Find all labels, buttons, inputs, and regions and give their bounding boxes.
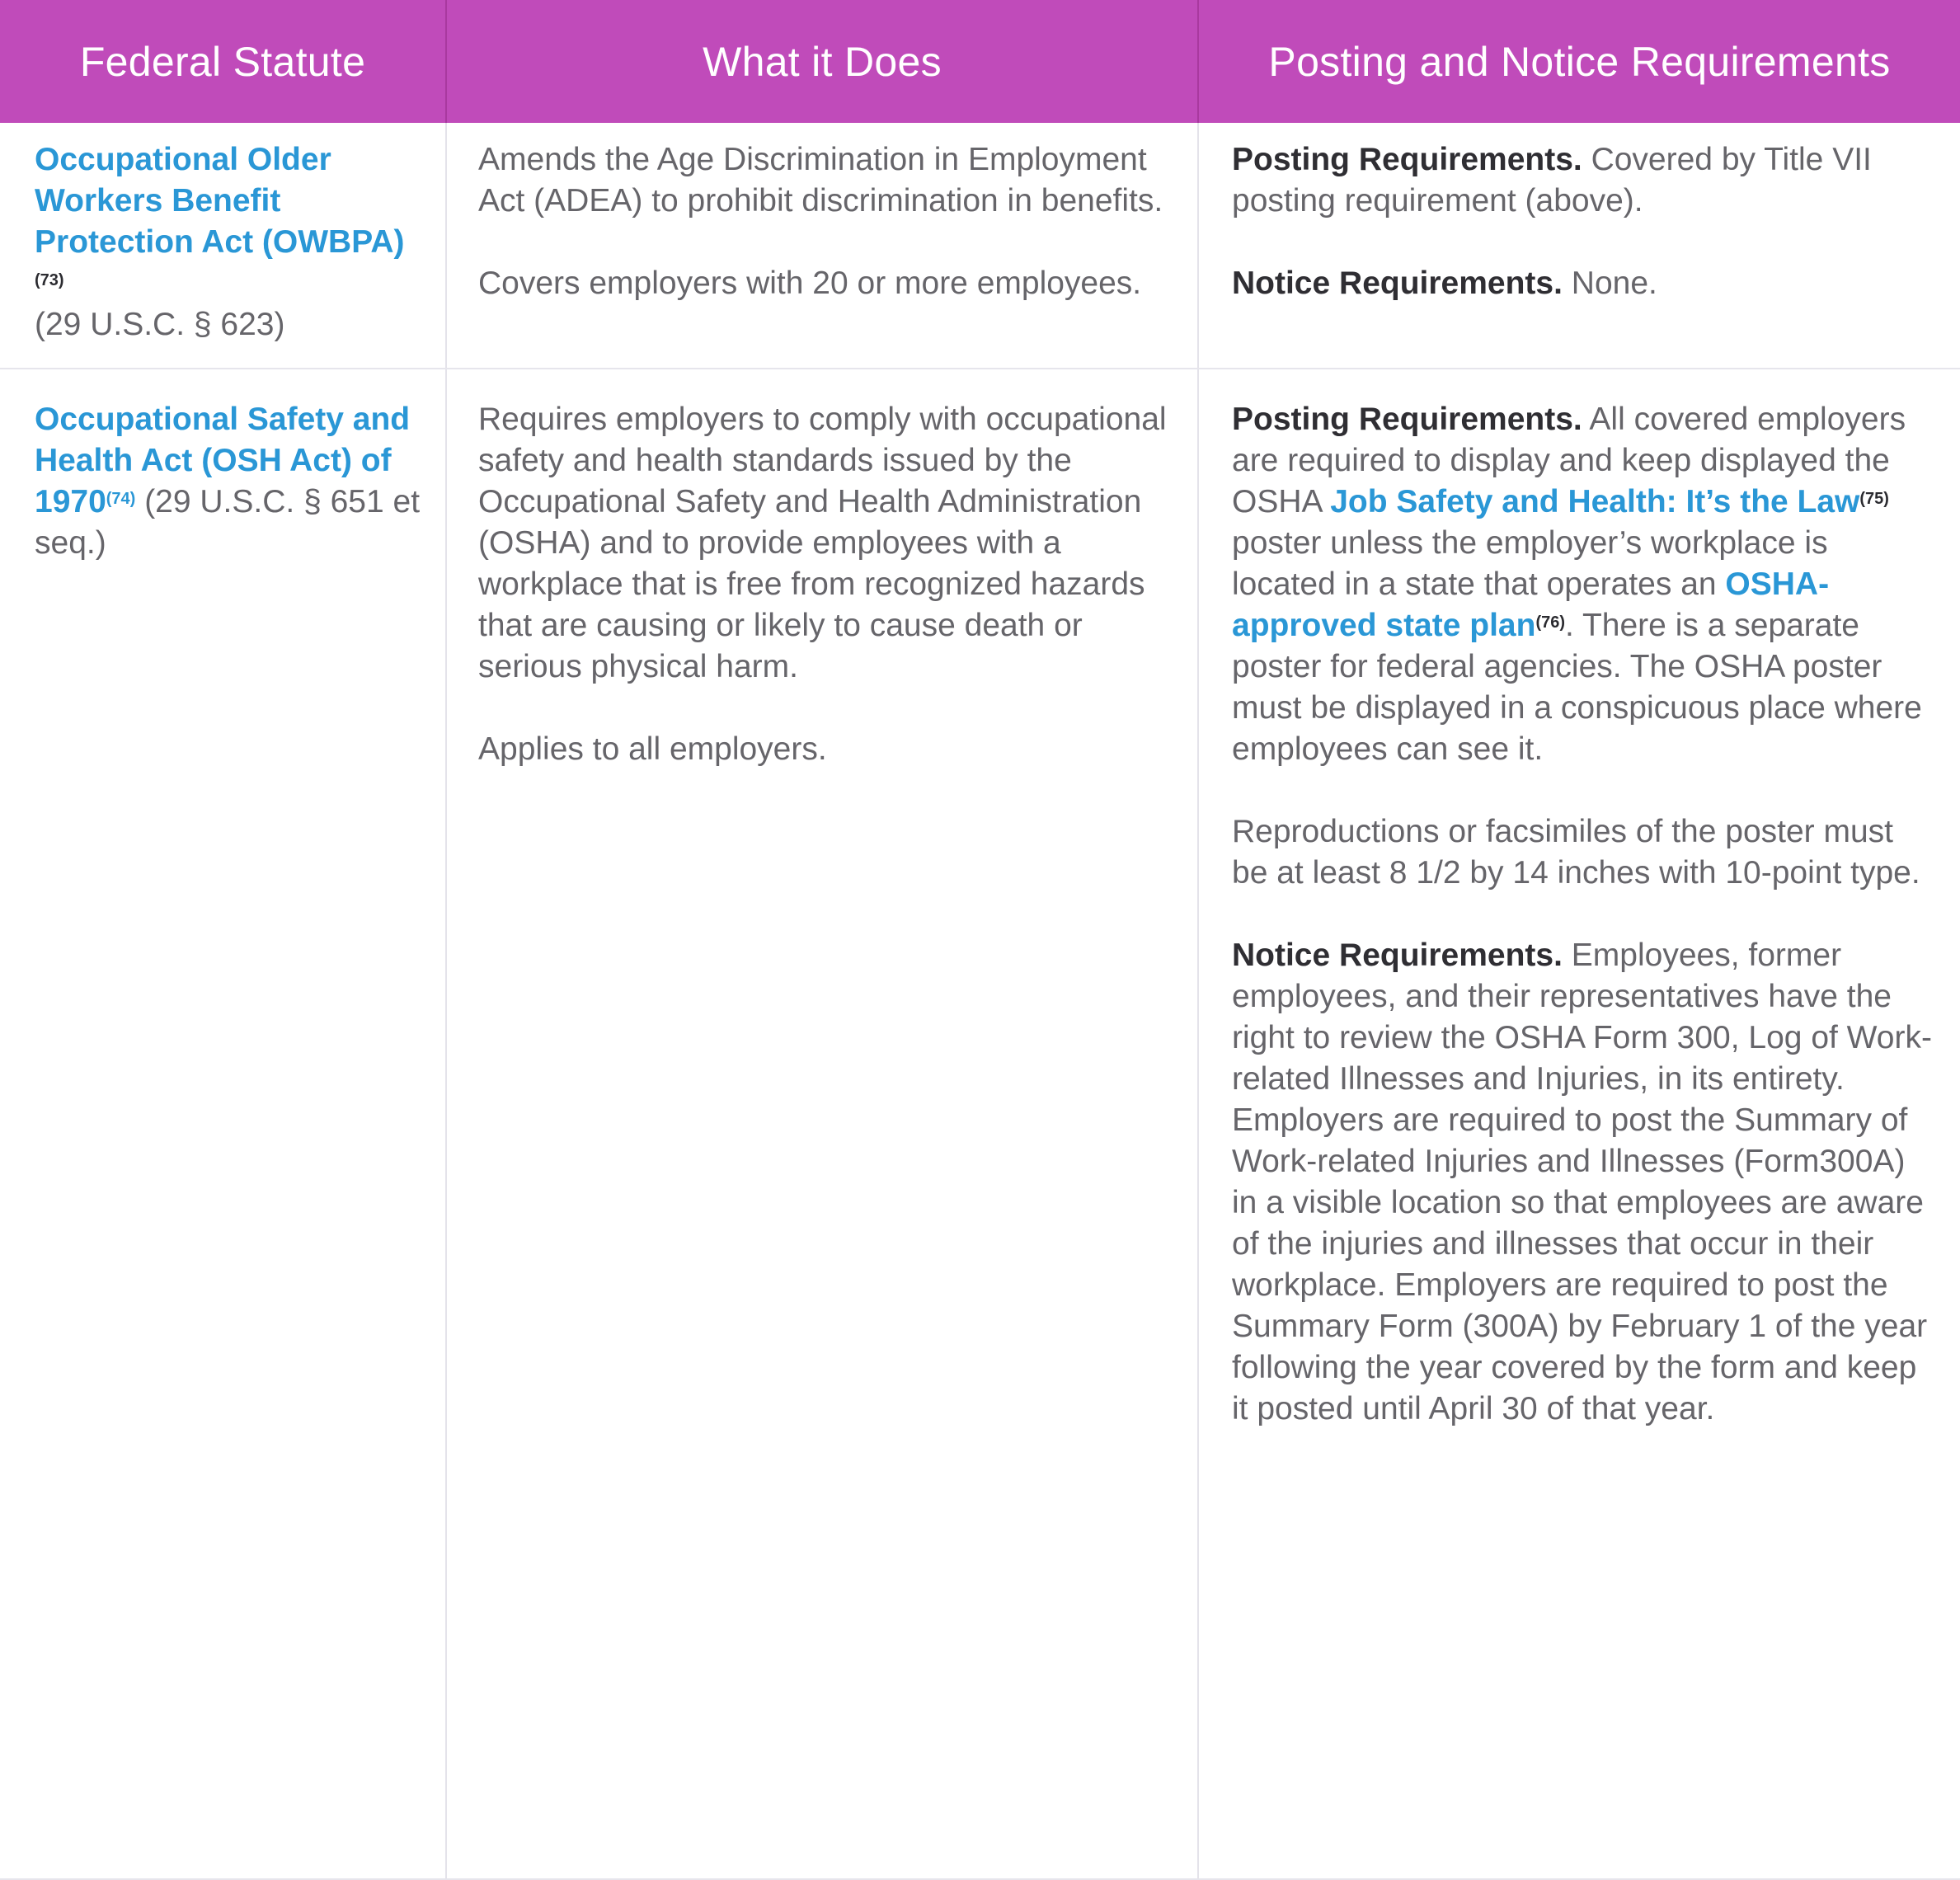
header-what-it-does: [447, 0, 1197, 123]
table-row-owbpa-statute: [35, 139, 422, 345]
statute-link-osh-act[interactable]: Occupational Safety and Health Act (OSH Act) of 1970: [35, 402, 411, 519]
table-row-osha-what: [478, 399, 1179, 770]
posting-requirements-text: Covered by Title VII posting requirement (above).: [1232, 142, 1872, 219]
footnote-ref[interactable]: (74): [106, 490, 136, 508]
posting-requirements-paragraph: [1232, 399, 1933, 770]
posting-requirements-text: poster unless the employer’s workplace is located in a state that operates an: [1232, 525, 1828, 602]
header-what-it-does-label: What it Does: [703, 38, 942, 85]
statute-link-owbpa[interactable]: Occupational Older Workers Benefit Protection Act (OWBPA): [35, 142, 405, 260]
posting-requirements-text: . There is a separate poster for federal agencies. The OSHA poster must be displayed in a conspicuous place where employees can see it.: [1232, 608, 1922, 767]
header-posting-notice: [1199, 0, 1960, 123]
what-it-does-text: Requires employers to comply with occupational safety and health standards issued by the Occupational Safety and Health Administration (OSHA) and to provide employees with a workplace that is free from recognized hazards that are causing or likely to cause death or serious physical harm.: [478, 402, 1167, 684]
table-row-osha-statute: [35, 399, 430, 564]
notice-requirements-paragraph: [1232, 935, 1933, 1430]
job-safety-poster-link[interactable]: Job Safety and Health: It’s the Law: [1330, 484, 1860, 519]
notice-requirements-label: Notice Requirements.: [1232, 938, 1563, 973]
statute-citation: (29 U.S.C. § 651 et seq.): [35, 484, 421, 561]
notice-requirements-text: None.: [1571, 266, 1657, 301]
header-federal-statute-label: Federal Statute: [79, 38, 366, 85]
footnote-ref[interactable]: (75): [1859, 490, 1889, 508]
footnote-ref[interactable]: (76): [1535, 613, 1566, 632]
reproductions-text: Reproductions or facsimiles of the poster must be at least 8 1/2 by 14 inches with 10-point type.: [1232, 814, 1920, 891]
posting-requirements-label: Posting Requirements.: [1232, 142, 1582, 177]
notice-requirements-label: Notice Requirements.: [1232, 266, 1563, 301]
table-header: [0, 0, 1960, 123]
statute-citation: (29 U.S.C. § 623): [35, 307, 285, 342]
footnote-ref[interactable]: (73): [35, 271, 64, 289]
header-posting-notice-label: Posting and Notice Requirements: [1268, 38, 1891, 85]
row-divider: [0, 368, 1960, 369]
table-row-owbpa-what: [478, 139, 1179, 304]
table-row-owbpa-posting: [1232, 139, 1933, 304]
column-divider: [445, 123, 447, 1880]
header-federal-statute: [0, 0, 445, 123]
column-divider: [1197, 123, 1199, 1880]
posting-requirements-label: Posting Requirements.: [1232, 402, 1582, 437]
posting-requirements-text: All covered employers are required to display and keep displayed the OSHA: [1232, 402, 1906, 519]
coverage-text: Covers employers with 20 or more employees.: [478, 266, 1142, 301]
notice-requirements-text: Employees, former employees, and their representatives have the right to review the OSHA Form 300, Log of Work-related Illnesses and Injuries, in its entirety. Employers are required to post the Summary of Work-related Injuries and Illnesses (Form300A) in a visible location so that employees are aware of the injuries and illnesses that occur in their workplace. Employers are required to post the Summary Form (300A) by February 1 of the year following the year covered by the form and keep it posted until April 30 of that year.: [1232, 938, 1932, 1426]
coverage-text: Applies to all employers.: [478, 731, 827, 767]
table-row-osha-posting: [1232, 399, 1933, 1430]
state-plan-link[interactable]: OSHA-approved state plan: [1232, 566, 1830, 643]
what-it-does-text: Amends the Age Discrimination in Employment Act (ADEA) to prohibit discrimination in benefits.: [478, 142, 1163, 219]
